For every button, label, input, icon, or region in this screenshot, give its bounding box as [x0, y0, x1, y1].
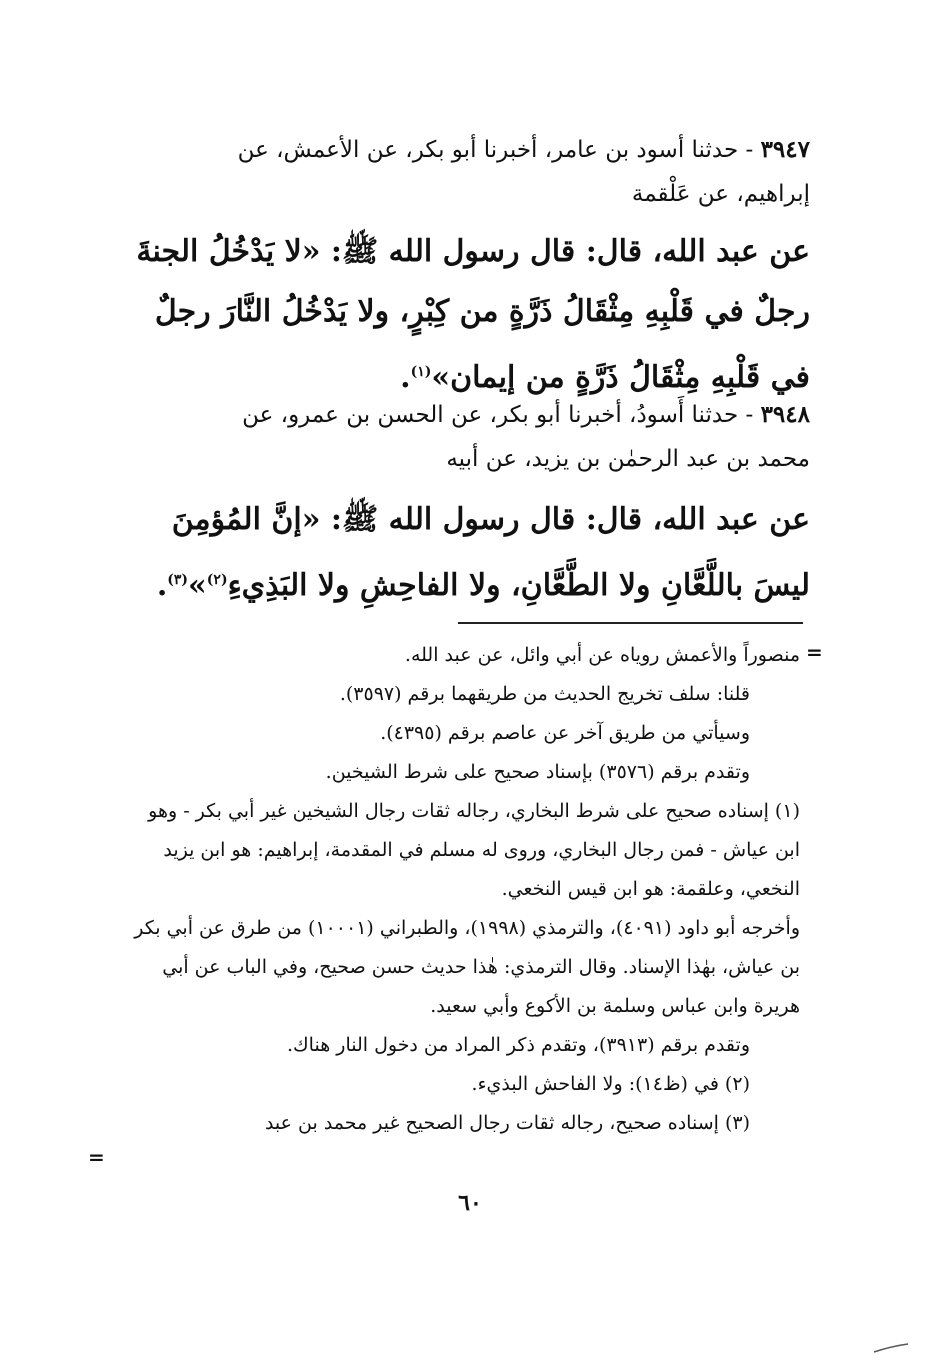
hadith-3947-isnad-line2: إبراهيم، عن عَلْقمة — [631, 181, 810, 207]
footnote-line: وتقدم برقم (٣٥٧٦) بإسناد صحيح على شرط الشيخين. — [325, 761, 750, 783]
footnote-line: وسيأتي من طريق آخر عن عاصم برقم (٤٣٩٥). — [380, 722, 750, 744]
hadith-3947-matn: عن عبد الله، قال: قال رسول الله ﷺ: «لا يَدْخُلُ الجنةَ رجلٌ في قَلْبِهِ مِثْقَالُ ذَرَّةٍ من كِبْرٍ، ولا يَدْخُلُ النَّارَ رجلٌ في قَلْبِهِ مِثْقَالُ ذَرَّةٍ من إيمان»$^{(١)}$. — [136, 234, 810, 395]
hadith-number: ٣٩٤٧ — [760, 136, 810, 163]
hadith-3948-isnad-line1 — [120, 393, 810, 437]
hadith-3948-isnad — [120, 393, 810, 481]
footnote-line: وتقدم برقم (٣٩١٣)، وتقدم ذكر المراد من دخول النار هناك. — [286, 1034, 750, 1056]
isnad-text: - حدثنا أسود بن عامر، أخبرنا أبو بكر، عن الأعمش، عن — [237, 137, 754, 163]
hadith-3947-isnad-line1 — [120, 128, 810, 172]
footnote-separator — [458, 622, 803, 624]
footnote-1-takhrij: وأخرجه أبو داود (٤٠٩١)، والترمذي (١٩٩٨)، والطبراني (١٠٠٠١) من طرق عن أبي بكر بن عياش، بهٰذا الإسناد. وقال الترمذي: هٰذا حديث حسن صحيح، وفي الباب عن أبي هريرة وابن عباس وسلمة بن الأكوع وأبي سعيد. — [134, 917, 800, 1017]
hadith-3948-isnad-line2: محمد بن عبد الرحمٰن بن يزيد، عن أبيه — [446, 446, 810, 472]
isnad-text: - حدثنا أَسودُ، أخبرنا أبو بكر، عن الحسن بن عمرو، عن — [242, 402, 754, 428]
footnote-1: (١) إسناده صحيح على شرط البخاري، رجاله ثقات رجال الشيخين غير أبي بكر - وهو ابن عياش - فمن رجال البخاري، وروى له مسلم في المقدمة، إبراهيم: هو ابن يزيد النخعي، وعلقمة: هو ابن قيس النخعي. — [148, 800, 800, 900]
footnote-line: قلنا: سلف تخريج الحديث من طريقهما برقم (٣٥٩٧). — [339, 683, 750, 705]
hadith-3948-matn: عن عبد الله، قال: قال رسول الله ﷺ: «إنَّ المُؤمِنَ ليسَ باللَّعَّانِ ولا الطَّعَّانِ، ولا الفاحِشِ ولا البَذِيءِ$^{(٢)}$»$^{(٣)}$. — [156, 502, 810, 603]
footnote-2: (٢) في (ظ١٤): ولا الفاحش البذيء. — [471, 1073, 750, 1095]
hadith-number: ٣٩٤٨ — [760, 401, 810, 428]
continuation-mark: = — [806, 640, 823, 664]
footnote-continuation: منصوراً والأعمش روياه عن أبي وائل، عن عبد الله. — [404, 644, 800, 666]
hadith-3947-isnad — [120, 128, 810, 216]
pen-stroke-mark — [872, 1338, 912, 1356]
footnote-marker: (٢) — [206, 572, 228, 588]
matn-text: عن عبد الله، قال: قال رسول الله ﷺ: «إنَّ المُؤمِنَ ليسَ باللَّعَّانِ ولا الطَّعَّانِ، ولا الفاحِشِ ولا البَذِيءِ — [171, 502, 810, 603]
footnote-marker: (١) — [410, 364, 432, 380]
matn-text: عن عبد الله، قال: قال رسول الله ﷺ: «لا يَدْخُلُ الجنةَ رجلٌ في قَلْبِهِ مِثْقَالُ ذَرَّةٍ من كِبْرٍ، ولا يَدْخُلُ النَّارَ رجلٌ في قَلْبِهِ مِثْقَالُ ذَرَّةٍ من إيمان» — [136, 234, 810, 395]
footnote-marker: (٣) — [167, 572, 189, 588]
page-number: ٦٠ — [458, 1190, 482, 1216]
continuation-mark-end: = — [88, 1145, 105, 1169]
footnotes — [120, 636, 800, 1143]
footnote-3: (٣) إسناده صحيح، رجاله ثقات رجال الصحيح غير محمد بن عبد — [264, 1112, 750, 1134]
